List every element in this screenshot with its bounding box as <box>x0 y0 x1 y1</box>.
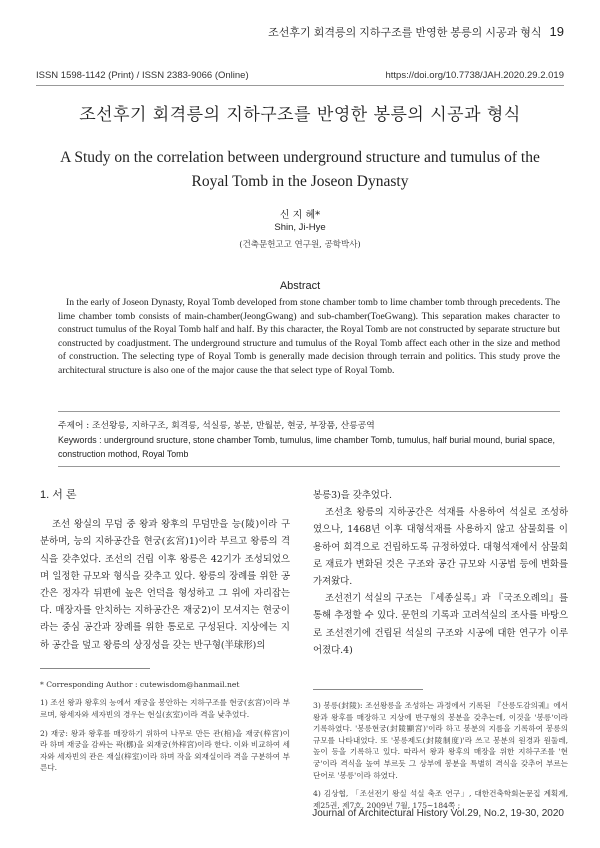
right-column <box>313 487 568 818</box>
title-korean: 조선후기 회격릉의 지하구조를 반영한 봉릉의 시공과 형식 <box>79 105 521 125</box>
page-number: 19 <box>549 24 564 39</box>
footnote-1: 1) 조선 왕과 왕후의 능에서 재궁을 봉안하는 지하구조를 현궁(玄宮)이라 부르며, 왕세자와 세자빈의 경우는 현실(玄室)이라 격을 낮추었다. <box>40 698 290 720</box>
issn: ISSN 1598-1142 (Print) / ISSN 2383-9066 (Online) <box>36 70 249 81</box>
title-english: A Study on the correlation between underground structure and tumulus of the Royal Tomb in the Joseon Dynasty <box>60 149 540 190</box>
abstract-heading: Abstract <box>279 280 321 292</box>
section-heading: 1. 서 론 <box>40 489 77 501</box>
body-paragraph: 조선전기 석실의 구조는 『세종실록』과 『국조오례의』를 통해 추정할 수 있다. 문헌의 기록과 고려석실의 조사를 바탕으로 조선전기에 건립된 석실의 구조와 시공에 대한 연구가 이루어졌다.4) <box>313 593 568 656</box>
running-header-title: 조선후기 회격릉의 지하구조를 반영한 봉릉의 시공과 형식 <box>268 27 542 39</box>
doi-link[interactable]: https://doi.org/10.7738/JAH.2020.29.2.019 <box>385 70 564 81</box>
left-column <box>40 487 290 781</box>
keywords-korean: 주제어 : 조선왕릉, 지하구조, 회격릉, 석실릉, 봉분, 반월분, 현궁, 부장품, 산릉공역 <box>58 421 375 431</box>
body-continuation: 봉릉3)을 갖추었다. <box>313 490 392 501</box>
footnote-rule <box>313 689 423 690</box>
footnote-rule <box>40 668 150 669</box>
author-name-english: Shin, Ji-Hye <box>274 222 326 233</box>
keywords-english: Keywords : underground sructure, stone chamber Tomb, tumulus, lime chamber Tomb, tumulus, half burial mound, burial space, construction mothod, Royal Tomb <box>58 435 555 459</box>
footnote-4: 4) 김상협, 「조선전기 왕실 석실 축조 연구」, 대한건축학회논문집 계획계, 제25권, 제7호, 2009년 7월, 175~184쪽 ; <box>313 789 568 810</box>
keywords-bottom-rule <box>58 466 560 467</box>
abstract-text: In the early of Joseon Dynasty, Royal Tomb developed from stone chamber tomb to lime chamber tomb through precedents. The lime chamber tomb consists of main-chamber(JeongGwang) and sub-chamber(ToeGwang). This separation makes character to construct tumulus of the Royal Tomb half and half. By this character, the Royal Tomb are not constructed by separate structure but constructed by coadjustment. The underground structure and tumulus of the Royal Tomb affect each other in the size and method of construction. The selecting type of Royal Tomb is generally made decision through terrain and politics. This study prove the architectural structure is also one of the major cause the that select type of Royal Tomb. <box>58 297 560 376</box>
author-affiliation: (건축문헌고고 연구원, 공학박사) <box>239 240 361 250</box>
footnote-corresponding: * Corresponding Author : cutewisdom@hanmail.net <box>40 679 240 689</box>
keywords-top-rule <box>58 411 560 412</box>
journal-footer: Journal of Architectural History Vol.29, No.2, 19-30, 2020 <box>312 808 564 819</box>
body-paragraph: 조선 왕실의 무덤 중 왕과 왕후의 무덤만을 능(陵)이라 구분하며, 능의 지하공간을 현궁(玄宮)1)이라 부르고 왕릉의 격식을 갖추었다. 조선의 건립 이후 왕릉은 42기가 조성되었으며 일정한 규모와 형식을 갖추고 있다. 왕릉의 장례를 위한 공간은 정자각 뒤편에 높은 언덕을 형성하고 그 위에 자리잡는다. 매장자를 안치하는 지하공간은 재궁2)이 모셔지는 현궁이라는 중심 공간과 장례를 위한 통로로 구성된다. 지상에는 지하 공간을 덮고 왕릉의 상징성을 갖는 반구형(半球形)의 <box>40 519 290 651</box>
footnote-2: 2) 재궁: 왕과 왕후를 매장하기 위하여 나무로 만든 관(棺)을 재궁(梓宮)이라 하며 재궁을 감싸는 곽(槨)을 외재궁(外梓宮)이라 한다. 이와 비교하여 세자와 세자빈의 관은 재실(梓室)이라 하며 작을 외재실이라 격을 구분하여 부른다. <box>40 728 290 773</box>
body-paragraph: 조선초 왕릉의 지하공간은 석재를 사용하여 석실로 조성하였으나, 1468년 이후 대형석재를 사용하지 않고 삼물회를 이용하여 회격으로 건립하도록 규정하였다. 대형석재에서 삼물회로 재료가 변화된 것은 구조와 공간 규모와 시공법 등에 변화를 가져왔다. <box>313 507 568 588</box>
author-name-korean: 신 지 혜* <box>279 210 321 221</box>
header-rule <box>36 85 564 86</box>
running-header <box>0 24 564 40</box>
footnote-3: 3) 봉릉(封陵): 조선왕릉을 조성하는 과정에서 기록된 『산릉도감의궤』에서 왕과 왕후를 매장하고 지상에 반구형의 봉분을 갖추는데, 이것을 '봉릉'이라 기록하였다. '봉릉현궁(封陵顯宮)'이라 하고 봉분의 지름을 기록하여 봉릉의 규모를 나타내었다. 또 '봉릉제도(封陵制度)'라 쓰고 봉분의 원경과 원둘레, 높이 등을 기록하고 있다. 따라서 왕과 왕후의 매장을 위한 지하구조를 '현궁'이라 격식을 높여 부르듯 그 상부에 봉분을 특별히 격식을 갖추어 부르는 단어로 '봉릉'이라 하였다. <box>313 701 568 780</box>
